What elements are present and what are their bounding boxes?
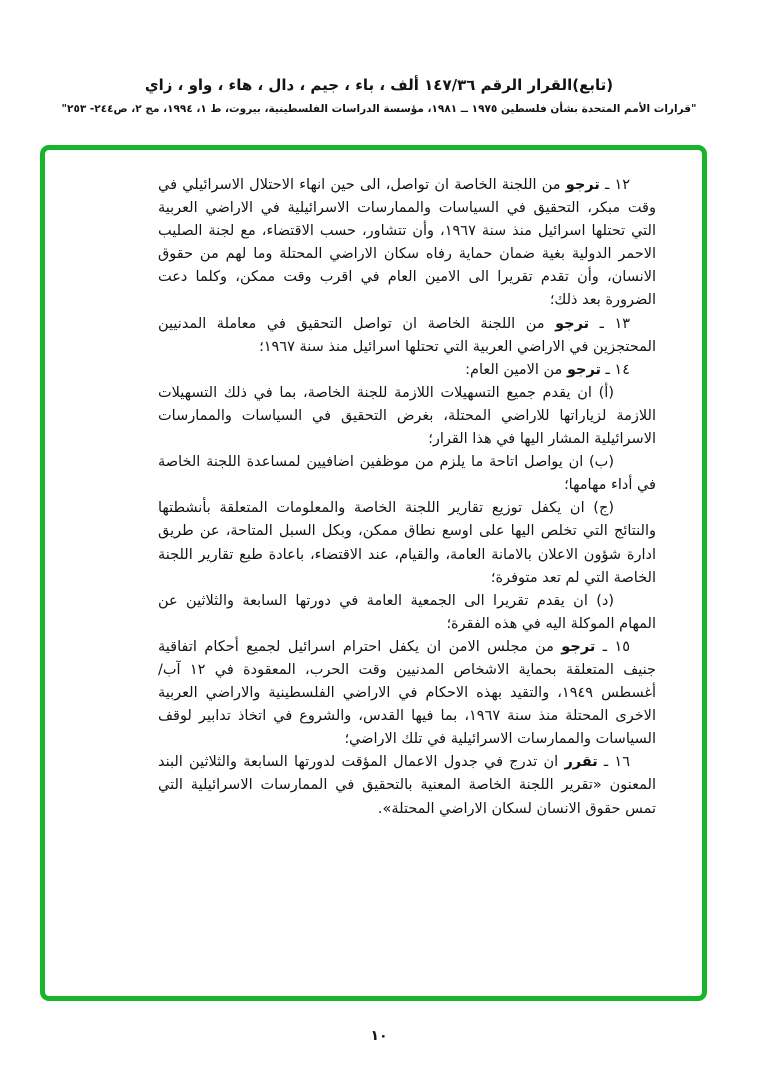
paragraph-marker: ١٢ ـ <box>599 177 631 193</box>
paragraph-keyword: ترجو <box>555 315 590 332</box>
paragraph-marker: (د) <box>587 592 614 609</box>
resolution-title: (تابع)القرار الرقم ١٤٧/٣٦ ألف ، باء ، جيم ، دال ، هاء ، واو ، زاي <box>144 76 614 94</box>
paragraph: ١٤ ـ ترجو من الامين العام: <box>465 361 630 378</box>
paragraph-marker: (ب) <box>583 454 614 471</box>
paragraph: (أ) ان يقدم جميع التسهيلات اللازمة للجنة الخاصة، بما في ذلك التسهيلات اللازمة لزياراتها للاراضي المحتلة، بغرض التحقيق في السياسات والممارسات الاسرائيلية المشار اليها في هذا القرار؛ <box>158 384 656 448</box>
paragraph: ١٣ ـ ترجو من اللجنة الخاصة ان تواصل التحقيق في معاملة المدنيين المحتجزين في الاراضي العربية التي تحتلها اسرائيل منذ سنة ١٩٦٧؛ <box>158 315 656 355</box>
paragraph-marker: ١٥ ـ <box>595 638 631 655</box>
paragraph-marker: ١٤ ـ <box>600 361 630 378</box>
paragraph-marker: ١٦ ـ <box>597 754 630 771</box>
paragraph: ١٦ ـ تقرر ان تدرج في جدول الاعمال المؤقت لدورتها السابعة والثلاثين البند المعنون «تقرير اللجنة الخاصة المعنية بالتحقيق في الممارسات الاسرائيلية التي تمس حقوق الانسان لسكان الاراضي المحتلة». <box>158 754 656 817</box>
paragraph-keyword: ترجو <box>561 638 596 655</box>
document-header <box>0 76 758 115</box>
paragraph-keyword: ترجو <box>565 177 600 193</box>
paragraph: ١٢ ـ ترجو من اللجنة الخاصة ان تواصل، الى حين انهاء الاحتلال الاسرائيلي في وقت مبكر، التحقيق في السياسات والممارسات الاسرائيلية في الاراضي العربية التي تحتلها اسرائيل منذ سنة ١٩٦٧، وأن تتشاور، حسب الاقتضاء، مع لجنة الصليب الاحمر الدولية بغية ضمان حماية رفاه سكان الاراضي المحتلة وما لهم من حقوق الانسان، وأن تقدم تقريرا الى الامين العام في اقرب وقت ممكن، وكلما دعت الضرورة بعد ذلك؛ <box>158 177 657 309</box>
paragraph-marker: ١٣ ـ <box>589 315 631 332</box>
paragraph-marker: (أ) <box>591 384 614 401</box>
paragraph: (ب) ان يواصل اتاحة ما يلزم من موظفين اضافيين لمساعدة اللجنة الخاصة في أداء مهامها؛ <box>158 454 656 494</box>
paragraph: ١٥ ـ ترجو من مجلس الامن ان يكفل احترام اسرائيل لجميع أحكام اتفاقية جنيف المتعلقة بحماية الاشخاص المدنيين وقت الحرب، المعقودة في ١٢ آب/أغسطس ١٩٤٩، والتقيد بهذه الاحكام في الاراضي الفلسطينية والاراضي العربية الاخرى المحتلة منذ سنة ١٩٦٧، بما فيها القدس، والشروع في اتخاذ تدابير لوقف السياسات والممارسات الاسرائيلية في تلك الاراضي؛ <box>158 638 656 748</box>
resolution-body <box>158 174 656 821</box>
paragraph: (ج) ان يكفل توزيع تقارير اللجنة الخاصة والمعلومات المتعلقة بأنشطتها والنتائج التي تخلص اليها على اوسع نطاق ممكن، وبكل السبل المتاحة، عن طريق ادارة شؤون الاعلان بالامانة العامة، والقيام، عند الاقتضاء، باعادة طبع تقارير اللجنة الخاصة التي لم تعد متوفرة؛ <box>158 500 656 586</box>
paragraph-marker: (ج) <box>584 500 614 517</box>
paragraph: (د) ان يقدم تقريرا الى الجمعية العامة في دورتها السابعة والثلاثين عن المهام الموكلة اليه في هذه الفقرة؛ <box>158 592 656 632</box>
page-number: ١٠ <box>370 1028 388 1044</box>
paragraph-keyword: تقرر <box>564 754 598 771</box>
source-citation: "قرارات الأمم المتحدة بشأن فلسطين ١٩٧٥ ــ ١٩٨١، مؤسسة الدراسات الفلسطينية، بيروت، ط ١، ١٩٩٤، مج ٢، ص٢٤٤- ٢٥٣" <box>61 103 697 115</box>
paragraph-keyword: ترجو <box>566 361 601 378</box>
